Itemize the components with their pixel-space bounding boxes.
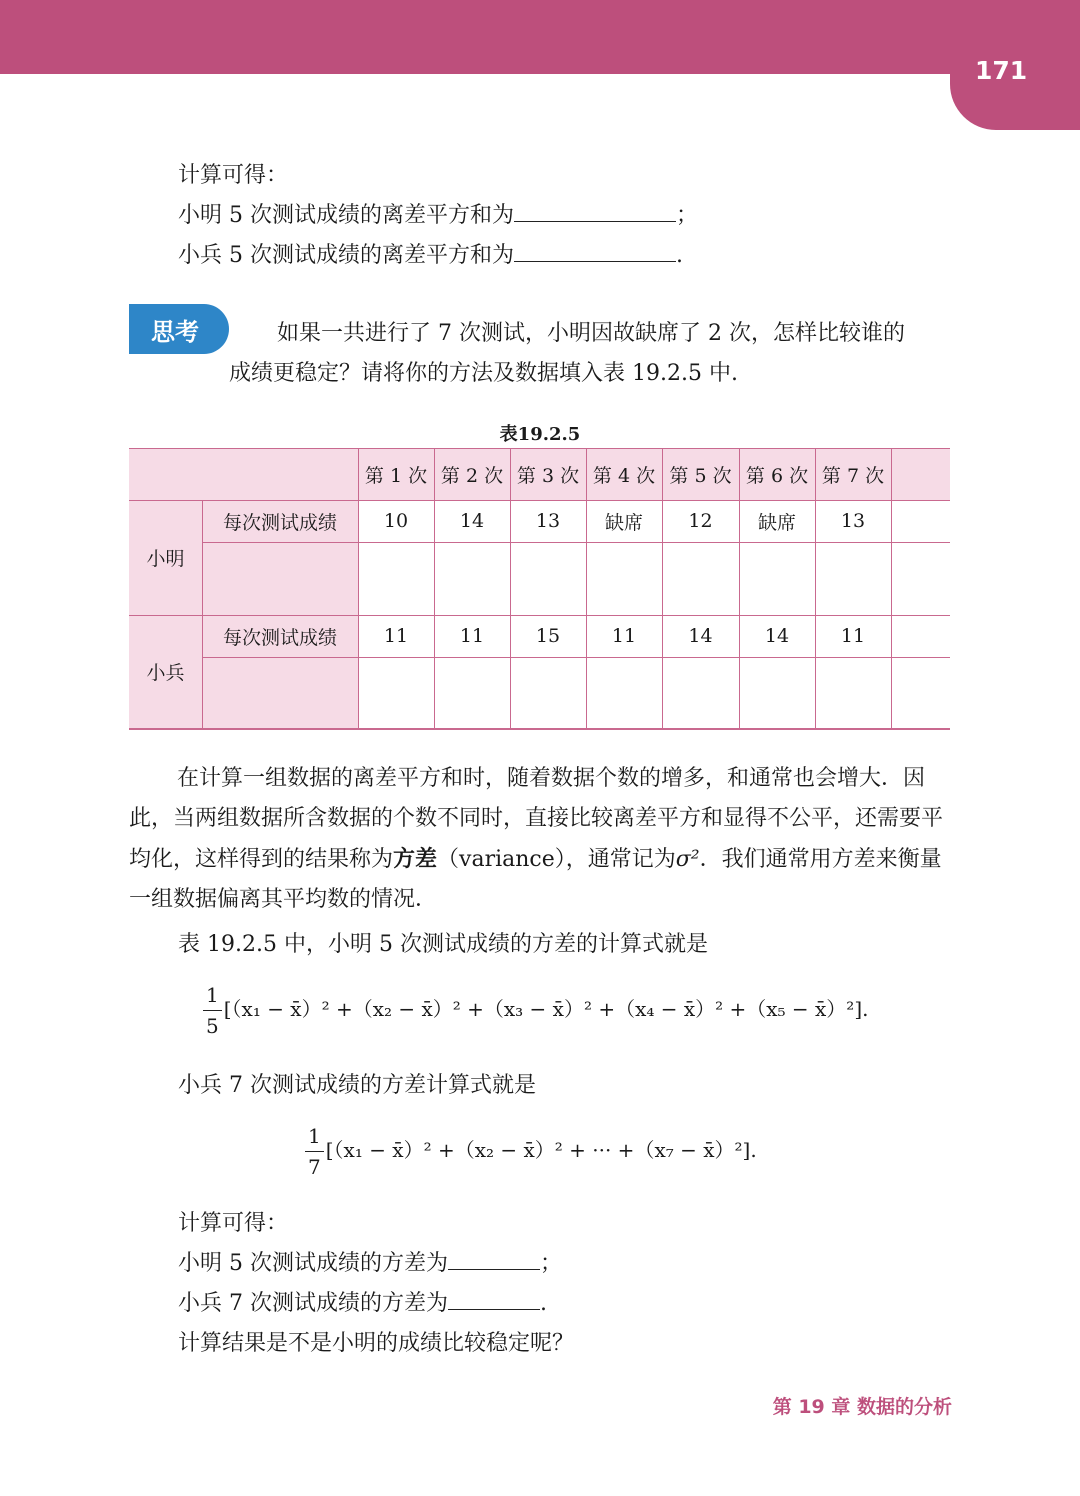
sigma-symbol: σ² [675,847,700,872]
think-line-2: 成绩更稳定？请将你的方法及数据填入表 19.2.5 中. [229,361,738,386]
para-text-a: 在计算一组数据的离差平方和时，随着数据个数的增多，和通常也会增大．因此，当两组数据所含数据的个数不同时，直接比较离差平方和显得不公平，还需要平均化，这样得到的结果称为 [129,766,944,872]
punct: ； [539,1251,562,1276]
chapter-footer: 第 19 章 数据的分析 [772,1396,952,1418]
header-bar [0,0,1080,74]
row-label: 每次测试成绩 [222,626,337,649]
score-cell: 11 [611,625,637,647]
numerator: 1 [203,980,222,1011]
think-line-1: 如果一共进行了 7 次测试，小明因故缺席了 2 次，怎样比较谁的 [277,321,905,346]
table-caption: 表19.2.5 [499,424,581,445]
fraction [203,980,222,1041]
formula-body: [（x₁ − x̄）² +（x₂ − x̄）² + ··· +（x₇ − x̄）²]. [325,1138,757,1162]
answer-blank[interactable] [448,1287,540,1310]
punct: . [676,243,683,268]
score-cell: 12 [688,510,713,532]
row-label: 每次测试成绩 [222,511,337,534]
denominator: 5 [206,1014,219,1038]
numerator: 1 [305,1121,324,1152]
think-label: 思考 [151,318,199,346]
answer-blank[interactable] [448,1247,540,1270]
score-cell: 15 [535,625,561,647]
score-cell: 13 [840,510,866,532]
xiaoming-deviation-line [178,198,698,229]
para-text-c: ．我们通常用方差来衡量一组数据偏离其平均数的情况． [129,847,942,912]
xiaobing-deviation-text: 小兵 5 次测试成绩的离差平方和为 [178,243,514,268]
xiaobing-deviation-line [178,238,683,269]
answer-blank[interactable] [514,239,676,262]
xiaoming-variance-text: 小明 5 次测试成绩的方差为 [178,1251,448,1276]
score-cell: 缺席 [604,511,643,534]
para-text-b: （variance），通常记为 [437,847,676,872]
score-cell: 14 [688,625,713,647]
score-cell: 11 [383,625,409,647]
score-cell: 14 [459,510,485,532]
punct: ； [676,203,699,228]
score-cell: 10 [383,510,409,532]
answer-blank[interactable] [514,199,676,222]
xiaoming-variance-line [178,1246,562,1277]
formula-intro-1: 表 19.2.5 中，小明 5 次测试成绩的方差的计算式就是 [178,932,708,957]
variance-paragraph [129,759,950,920]
calc-label-top: 计算可得： [178,163,289,188]
formula-intro-2: 小兵 7 次测试成绩的方差计算式就是 [178,1073,536,1098]
header-cell: 第 5 次 [669,464,732,487]
score-cell: 14 [764,625,790,647]
page-number: 171 [975,56,1028,85]
formula-xiaoming [203,980,869,1041]
student-name-xiaoming: 小明 [146,548,185,570]
score-table [129,448,950,730]
calc-label-bottom: 计算可得： [178,1211,289,1236]
header-cell: 第 3 次 [516,464,580,487]
header-cell: 第 4 次 [592,464,656,487]
xiaoming-deviation-text: 小明 5 次测试成绩的离差平方和为 [178,203,514,228]
score-cell: 13 [535,510,561,532]
header-cell: 第 2 次 [440,464,504,487]
score-cell: 11 [459,625,485,647]
header-cell: 第 6 次 [745,464,809,487]
fraction [305,1121,324,1182]
xiaobing-variance-text: 小兵 7 次测试成绩的方差为 [178,1291,448,1316]
xiaobing-variance-line [178,1286,547,1317]
denominator: 7 [308,1155,321,1179]
score-cell: 缺席 [757,511,796,534]
student-name-xiaobing: 小兵 [146,662,185,684]
formula-body: [（x₁ − x̄）² +（x₂ − x̄）² +（x₃ − x̄）² +（x₄ − x̄）² +（x₅ − x̄）²]. [223,997,869,1021]
header-cell: 第 1 次 [364,464,428,487]
formula-xiaobing [305,1121,757,1182]
closing-question: 计算结果是不是小明的成绩比较稳定呢？ [178,1331,575,1356]
term-variance: 方差 [393,846,438,872]
header-cell: 第 7 次 [821,464,885,487]
score-cell: 11 [840,625,866,647]
think-badge [129,304,229,354]
punct: . [539,1291,547,1316]
